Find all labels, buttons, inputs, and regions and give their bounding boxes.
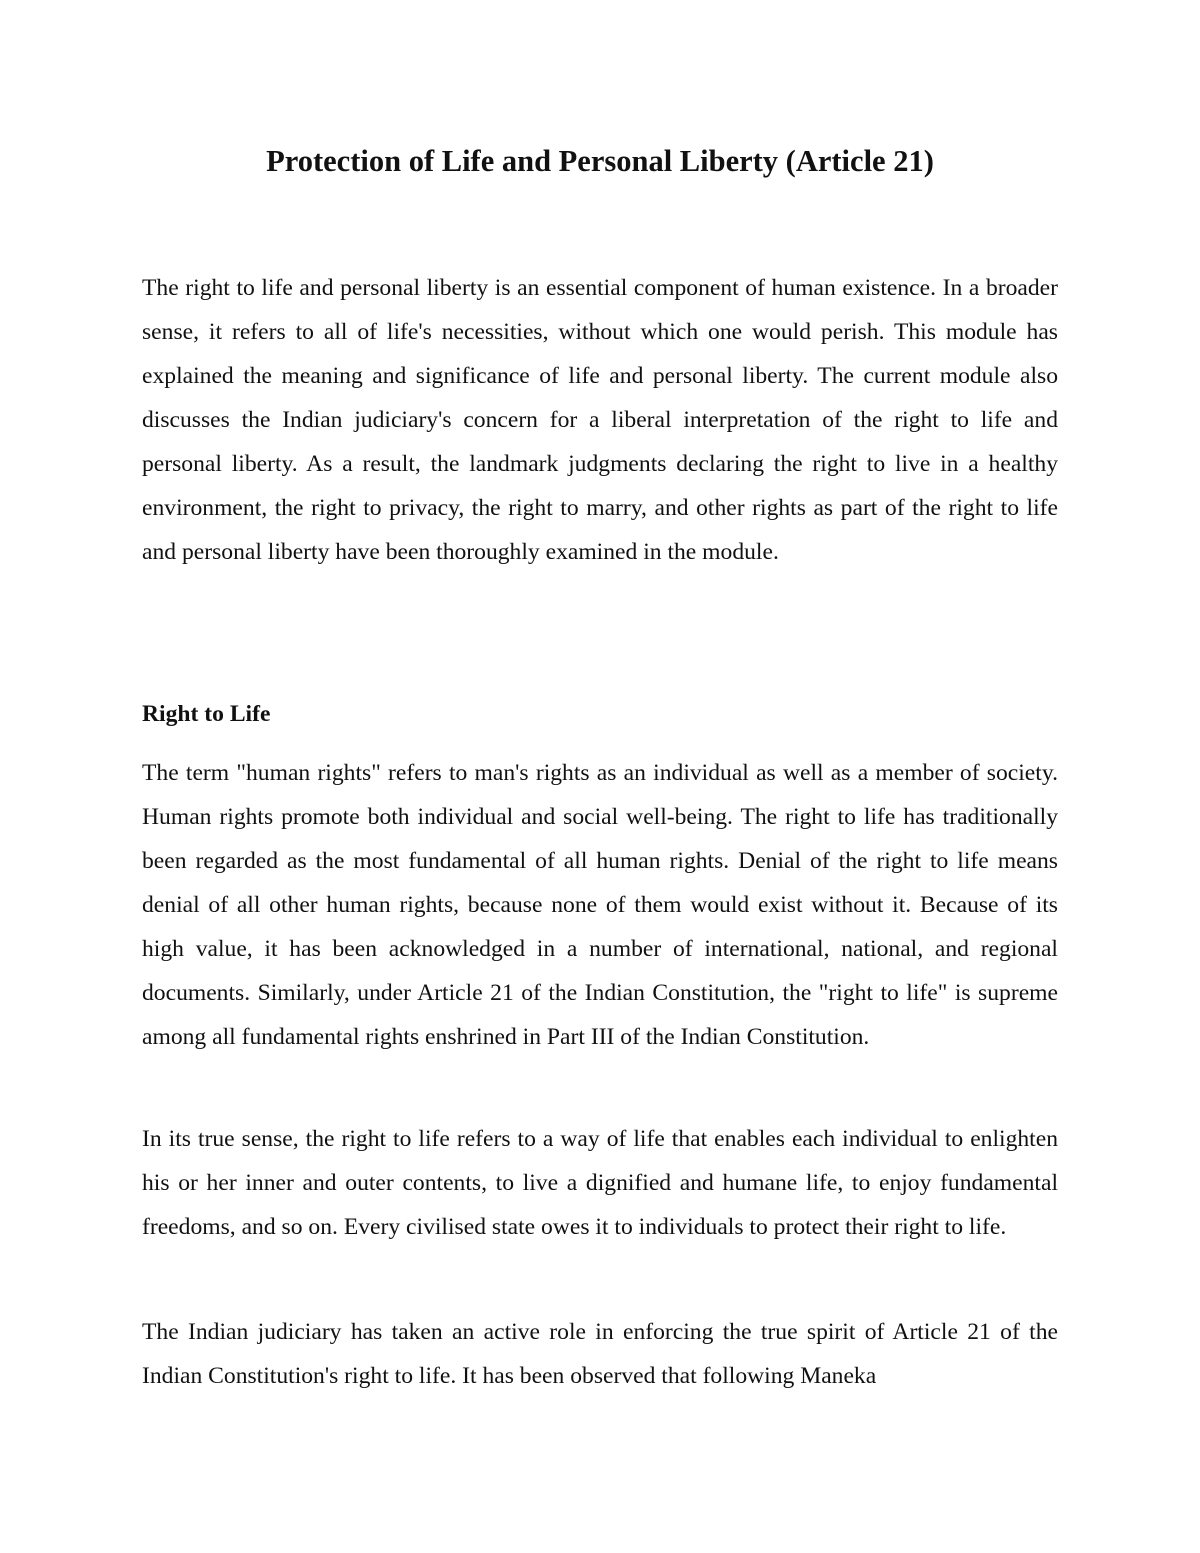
document-title: Protection of Life and Personal Liberty (Article 21) [266, 144, 934, 178]
body-paragraph: The term "human rights" refers to man's rights as an individual as well as a member of society. Human rights promote both individual and social well-being. The right to life has traditionally been regarded as the most fundamental of all human rights. Denial of the right to life means denial of all other human rights, because none of them would exist without it. Because of its high value, it has been acknowledged in a number of international, national, and regional documents. Similarly, under Article 21 of the Indian Constitution, the "right to life" is supreme among all fundamental rights enshrined in Part III of the Indian Constitution. [142, 760, 1058, 1050]
body-paragraph: The Indian judiciary has taken an active role in enforcing the true spirit of Article 21 of the Indian Constitution's right to life. It has been observed that following Maneka [142, 1319, 1058, 1389]
section-heading-right-to-life: Right to Life [142, 701, 271, 727]
document-page [142, 0, 1058, 1553]
body-paragraph: In its true sense, the right to life refers to a way of life that enables each individual to enlighten his or her inner and outer contents, to live a dignified and humane life, to enjoy fundamental freedoms, and so on. Every civilised state owes it to individuals to protect their right to life. [142, 1126, 1058, 1240]
intro-paragraph: The right to life and personal liberty is an essential component of human existence. In a broader sense, it refers to all of life's necessities, without which one would perish. This module has explained the meaning and significance of life and personal liberty. The current module also discusses the Indian judiciary's concern for a liberal interpretation of the right to life and personal liberty. As a result, the landmark judgments declaring the right to live in a healthy environment, the right to privacy, the right to marry, and other rights as part of the right to life and personal liberty have been thoroughly examined in the module. [142, 275, 1058, 565]
